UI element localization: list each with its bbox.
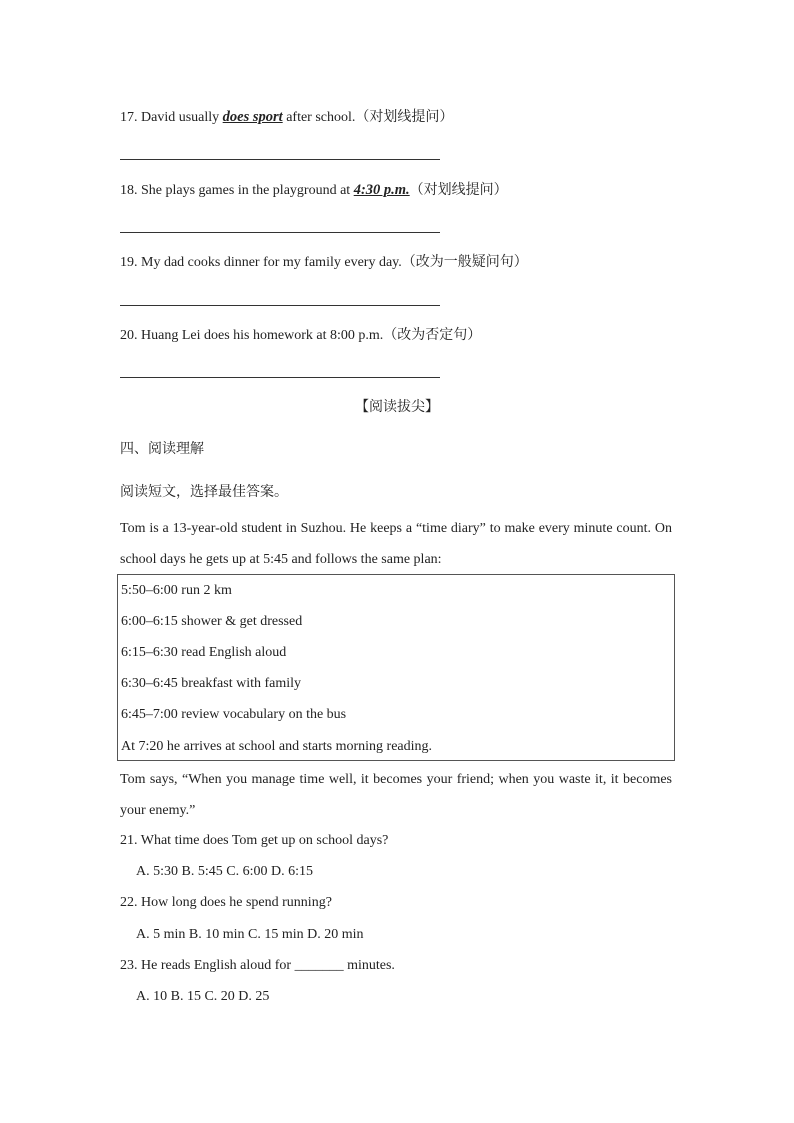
- schedule-row: 5:50–6:00 run 2 km: [121, 583, 232, 598]
- options-22[interactable]: A. 5 min B. 10 min C. 15 min D. 20 min: [136, 927, 364, 942]
- schedule-box: [117, 574, 675, 761]
- schedule-row: 6:15–6:30 read English aloud: [121, 645, 287, 660]
- options-23[interactable]: A. 10 B. 15 C. 20 D. 25: [136, 989, 270, 1004]
- instruction-note: （对划线提问）: [355, 109, 454, 125]
- question-17: [120, 107, 453, 128]
- schedule-row: At 7:20 he arrives at school and starts morning reading.: [121, 739, 433, 754]
- underlined-phrase: 4:30 p.m.: [353, 182, 410, 198]
- answer-line-18[interactable]: [120, 232, 440, 233]
- answer-line-19[interactable]: [120, 305, 440, 306]
- underlined-phrase: does sport: [222, 109, 283, 125]
- question-text: 18. She plays games in the playground at: [120, 183, 354, 198]
- question-19: [120, 252, 528, 273]
- question-text: 20. Huang Lei does his homework at 8:00 p.m.: [120, 328, 384, 343]
- question-23: 23. He reads English aloud for _______ minutes.: [120, 958, 395, 973]
- schedule-row: 6:30–6:45 breakfast with family: [121, 676, 302, 691]
- answer-line-20[interactable]: [120, 377, 440, 378]
- question-text: after school.: [282, 110, 356, 125]
- section-title: 四、阅读理解: [120, 441, 204, 457]
- question-20: [120, 325, 481, 346]
- question-18: [120, 180, 508, 201]
- schedule-row: 6:00–6:15 shower & get dressed: [121, 614, 303, 629]
- tom-quote: Tom says, “When you manage time well, it becomes your friend; when you waste it, it becomes your enemy.”: [120, 772, 672, 818]
- question-text: 19. My dad cooks dinner for my family every day.: [120, 255, 402, 270]
- instruction-note: （改为否定句）: [383, 327, 482, 343]
- reading-instruction: 阅读短文，选择最佳答案。: [120, 484, 288, 500]
- options-21[interactable]: A. 5:30 B. 5:45 C. 6:00 D. 6:15: [136, 864, 313, 879]
- instruction-note: （改为一般疑问句）: [401, 254, 528, 270]
- section-banner: 【阅读拔尖】: [355, 399, 439, 415]
- question-text: 17. David usually: [120, 110, 223, 125]
- passage-intro: Tom is a 13-year-old student in Suzhou. He keeps a “time diary” to make every minute count. On school days he gets up at 5:45 and follows the same plan:: [120, 521, 672, 567]
- schedule-row: 6:45–7:00 review vocabulary on the bus: [121, 707, 347, 722]
- question-22: 22. How long does he spend running?: [120, 895, 332, 910]
- answer-line-17[interactable]: [120, 159, 440, 160]
- instruction-note: （对划线提问）: [409, 182, 508, 198]
- question-21: 21. What time does Tom get up on school days?: [120, 833, 389, 848]
